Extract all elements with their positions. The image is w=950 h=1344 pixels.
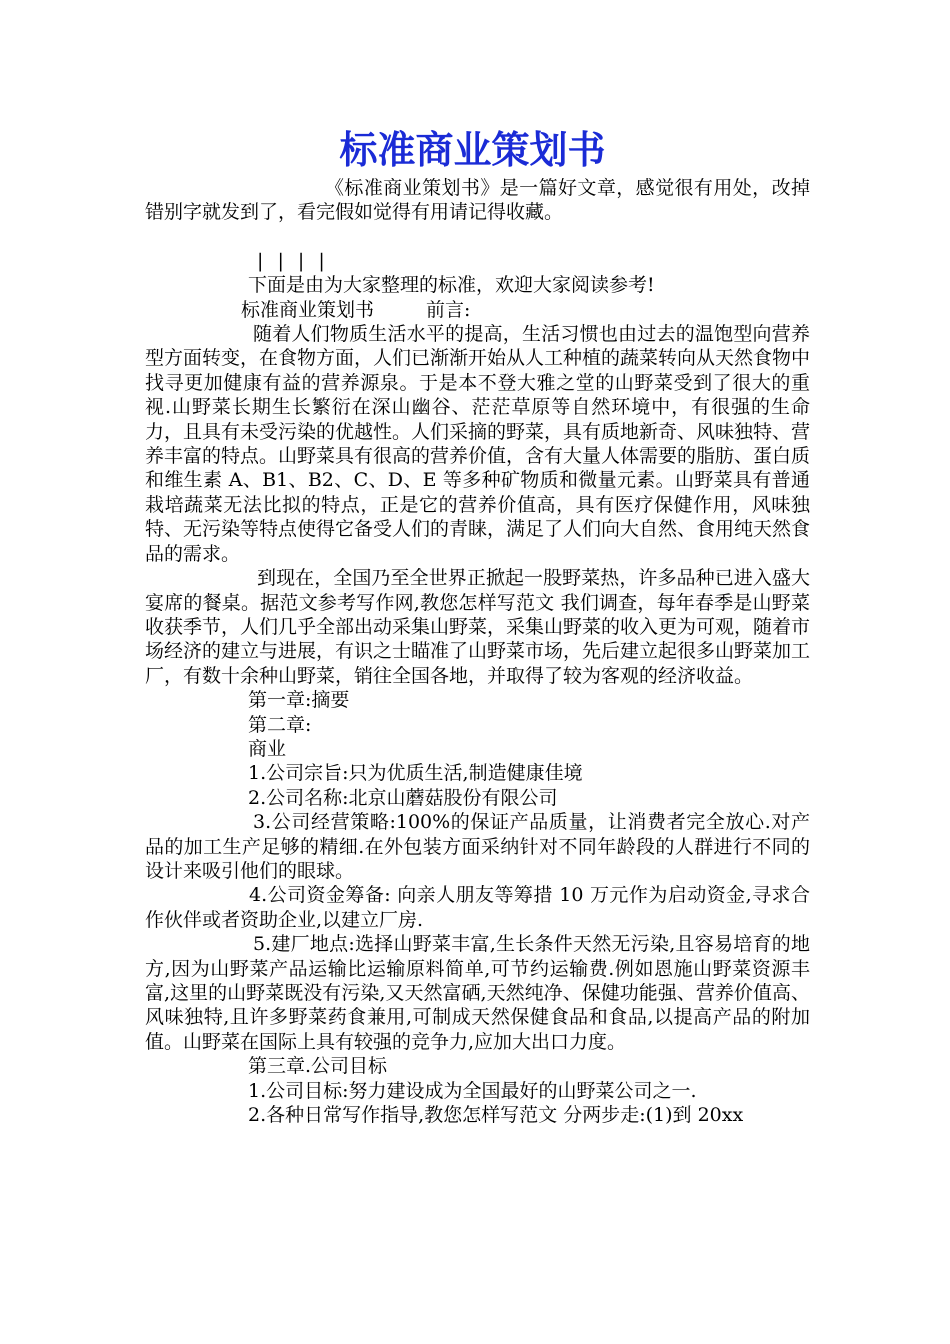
list-item-4: 4.公司资金筹备: 向亲人朋友等筹措 10 万元作为启动资金,寻求合作伙伴或者资助企业,以建立厂房.	[145, 884, 810, 931]
lead-text: 下面是由为大家整理的标准，欢迎大家阅读参考!	[248, 274, 655, 297]
document-page	[145, 124, 810, 1127]
chapter-1-heading: 第一章:摘要	[248, 689, 350, 712]
subtitle-left: 标准商业策划书	[241, 298, 375, 321]
list-item-3: 3.公司经营策略:100%的保证产品质量，让消费者完全放心.对产品的加工生产足够的精细.在外包装方面采纳针对不同年龄段的人群进行不同的设计来吸引他们的眼球。	[145, 811, 810, 882]
chapter-3-heading: 第三章.公司目标	[248, 1055, 388, 1078]
paragraph-preface-2: 到现在，全国乃至全世界正掀起一股野菜热，许多品种已进入盛大宴席的餐桌。据范文参考写作网,教您怎样写范文 我们调查，每年春季是山野菜收获季节，人们几乎全部出动采集山野菜，采集山野菜的收入更为可观，随着市场经济的建立与进展，有识之士瞄准了山野菜市场，先后建立起很多山野菜加工厂，有数十余种山野菜，销往全国各地，并取得了较为客观的经济收益。	[145, 567, 811, 687]
goal-item-1: 1.公司目标:努力建设成为全国最好的山野菜公司之一.	[248, 1079, 697, 1102]
paragraph-preface-1: 随着人们物质生活水平的提高，生活习惯也由过去的温饱型向营养型方面转变，在食物方面，人们已渐渐开始从人工种植的蔬菜转向从天然食物中找寻更加健康有益的营养源泉。于是本不登大雅之堂的山野菜受到了很大的重视.山野菜长期生长繁衍在深山幽谷、茫茫草原等自然环境中，有很强的生命力，且具有未受污染的优越性。人们采摘的野菜，具有质地新奇、风味独特、营养丰富的特点。山野菜具有很高的营养价值，含有大量人体需要的脂肪、蛋白质和维生素 A、B1、B2、C、D、E 等多种矿物质和微量元素。山野菜具有普通栽培蔬菜无法比拟的特点，正是它的营养价值高，具有医疗保健作用，风味独特、无污染等特点使得它备受人们的青睐，满足了人们向大自然、食用纯天然食品的需求。	[145, 323, 811, 565]
list-item-2: 2.公司名称:北京山蘑菇股份有限公司	[248, 786, 558, 809]
list-item-1: 1.公司宗旨:只为优质生活,制造健康佳境	[248, 762, 583, 785]
separator-bars: | | | |	[257, 249, 329, 272]
subtitle-line	[145, 298, 810, 322]
document-title: 标准商业策划书	[339, 128, 606, 172]
chapter-2-heading: 第二章:	[248, 713, 312, 736]
goal-item-2: 2.各种日常写作指导,教您怎样写范文 分两步走:(1)到 20xx	[248, 1104, 744, 1127]
list-item-5: 5.建厂地点:选择山野菜丰富,生长条件天然无污染,且容易培育的地方,因为山野菜产品运输比运输原料简单,可节约运输费.例如恩施山野菜资源丰富,这里的山野菜既没有污染,又天然富硒,天然纯净、保健功能强、营养价值高、风味独特,且许多野菜药食兼用,可制成天然保健食品和食品,以提高产品的附加值。山野菜在国际上具有较强的竞争力,应加大出口力度。	[145, 933, 810, 1053]
subtitle-right: 前言:	[426, 298, 471, 321]
section-business: 商业	[248, 737, 287, 760]
intro-paragraph: 《标准商业策划书》是一篇好文章，感觉很有用处，改掉错别字就发到了，看完假如觉得有用请记得收藏。	[145, 177, 810, 224]
